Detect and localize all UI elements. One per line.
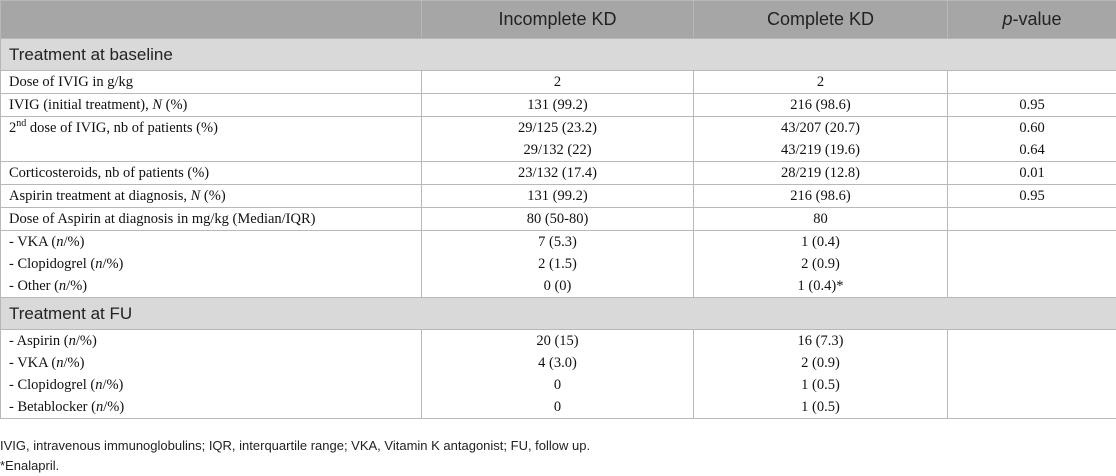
value-line: 29/125 (23.2)	[518, 120, 597, 136]
row-label: Dose of IVIG in g/kg	[1, 71, 422, 94]
value-line: 2 (1.5)	[538, 256, 577, 272]
incomplete-value: 131 (99.2)	[422, 94, 694, 117]
row-label: Dose of Aspirin at diagnosis in mg/kg (Median/IQR)	[1, 208, 422, 231]
incomplete-value: 80 (50-80)	[422, 208, 694, 231]
table-row	[1, 208, 1116, 231]
incomplete-value	[422, 330, 694, 419]
complete-value	[694, 117, 948, 162]
value-line: 43/207 (20.7)	[781, 120, 860, 136]
row-label: - Aspirin (n/%) - VKA (n/%) - Clopidogrel (n/%) - Betablocker (n/%)	[1, 330, 422, 419]
complete-value: 216 (98.6)	[694, 185, 948, 208]
value-line: 0.60	[1019, 120, 1045, 136]
table-row	[1, 231, 1116, 298]
header-complete-kd: Complete KD	[694, 1, 948, 39]
value-line: 0 (0)	[543, 278, 572, 294]
table-row	[1, 185, 1116, 208]
row-label: Aspirin treatment at diagnosis, N (%)	[1, 185, 422, 208]
p-value: 0.95	[948, 185, 1116, 208]
p-value	[948, 231, 1116, 298]
value-line: 16 (7.3)	[797, 333, 844, 349]
section-title: Treatment at baseline	[1, 39, 1116, 71]
p-value	[948, 208, 1116, 231]
value-line: 1 (0.5)	[801, 399, 840, 415]
p-value	[948, 71, 1116, 94]
table-row	[1, 94, 1116, 117]
row-label: 2nd dose of IVIG, nb of patients (%)	[1, 117, 422, 162]
table-row	[1, 117, 1116, 162]
table-row	[1, 162, 1116, 185]
p-value	[948, 117, 1116, 162]
p-value	[948, 330, 1116, 419]
incomplete-value	[422, 231, 694, 298]
header-p-italic: p	[1002, 9, 1013, 29]
header-row	[1, 1, 1116, 39]
value-line: 1 (0.4)*	[797, 278, 844, 294]
value-line: 0	[553, 399, 562, 415]
value-line: 0	[553, 377, 562, 393]
incomplete-value	[422, 117, 694, 162]
footnote-abbreviations: IVIG, intravenous immunoglobulins; IQR, interquartile range; VKA, Vitamin K antagonist; FU, follow up.	[0, 438, 591, 453]
incomplete-value: 131 (99.2)	[422, 185, 694, 208]
complete-value	[694, 330, 948, 419]
p-value: 0.95	[948, 94, 1116, 117]
header-blank	[1, 1, 422, 39]
table-row	[1, 330, 1116, 419]
value-line: 0.64	[1019, 142, 1045, 158]
value-line: 2 (0.9)	[801, 256, 840, 272]
section-row	[1, 298, 1116, 330]
incomplete-value: 2	[422, 71, 694, 94]
table-row	[1, 71, 1116, 94]
footnote-enalapril: *Enalapril.	[0, 458, 60, 473]
header-incomplete-kd: Incomplete KD	[422, 1, 694, 39]
value-line: 1 (0.5)	[801, 377, 840, 393]
row-label: IVIG (initial treatment), N (%)	[1, 94, 422, 117]
incomplete-value: 23/132 (17.4)	[422, 162, 694, 185]
complete-value	[694, 231, 948, 298]
value-line: 43/219 (19.6)	[781, 142, 860, 158]
value-line: 7 (5.3)	[538, 234, 577, 250]
complete-value: 80	[694, 208, 948, 231]
complete-value: 2	[694, 71, 948, 94]
value-line: 20 (15)	[536, 333, 579, 349]
row-label: - VKA (n/%) - Clopidogrel (n/%) - Other (n/%)	[1, 231, 422, 298]
header-p-value: p-value	[948, 1, 1116, 39]
value-line: 29/132 (22)	[523, 142, 592, 158]
value-line: 4 (3.0)	[538, 355, 577, 371]
p-value: 0.01	[948, 162, 1116, 185]
section-row	[1, 39, 1116, 71]
value-line: 1 (0.4)	[801, 234, 840, 250]
row-label: Corticosteroids, nb of patients (%)	[1, 162, 422, 185]
value-line: 2 (0.9)	[801, 355, 840, 371]
complete-value: 216 (98.6)	[694, 94, 948, 117]
section-title: Treatment at FU	[1, 298, 1116, 330]
complete-value: 28/219 (12.8)	[694, 162, 948, 185]
